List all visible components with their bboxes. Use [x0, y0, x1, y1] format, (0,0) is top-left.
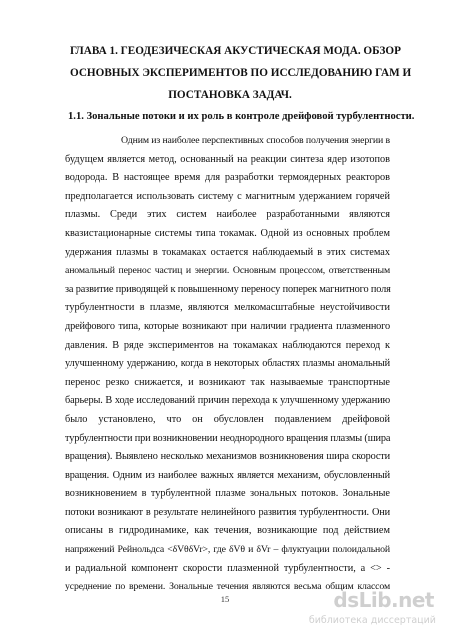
chapter-title-line: ОСНОВНЫХ ЭКСПЕРИМЕНТОВ ПО ИССЛЕДОВАНИЮ ГАМ И	[70, 67, 412, 79]
text-line: напряжений Рейнольдса <δVθδVr>, где δVθ и δVr – флуктуации полоидальной	[65, 544, 390, 556]
watermark-logo: dsLib.net	[333, 588, 434, 612]
text-line: перенос резко снижается, и возникают так называемые транспортные	[65, 376, 390, 388]
text-line: предполагается использовать систему с магнитным удержанием горячей	[65, 190, 390, 202]
watermark-tagline: библиотека диссертаций	[308, 615, 436, 626]
text-line: турбулентности в плазме, являются мелкомасштабные неустойчивости	[65, 302, 390, 314]
watermark	[308, 588, 442, 632]
text-line: будущем является метод, основанный на реакции синтеза ядер изотопов	[65, 153, 390, 165]
text-line: было установлено, что он обусловлен подавлением дрейфовой	[65, 413, 390, 425]
text-line: удержания плазмы в токамаках остается наблюдаемый в этих системах	[65, 246, 390, 258]
text-line: вращения). Выявлено несколько механизмов возникновения шира скорости	[65, 451, 390, 463]
chapter-title-line: ГЛАВА 1. ГЕОДЕЗИЧЕСКАЯ АКУСТИЧЕСКАЯ МОДА. ОБЗОР	[70, 45, 401, 57]
chapter-title-line: ПОСТАНОВКА ЗАДАЧ.	[168, 89, 292, 101]
text-line: турбулентности при возникновении неоднородного вращения плазмы (шира	[65, 432, 391, 444]
text-line: квазистационарные системы типа токамак. Одной из основных проблем	[65, 227, 390, 239]
section-title: 1.1. Зональные потоки и их роль в контроле дрейфовой турбулентности.	[68, 111, 415, 122]
body-paragraph	[65, 132, 390, 597]
text-line: вращения. Одним из наиболее важных является механизм, обусловленный	[65, 469, 390, 481]
text-line: дрейфового типа, которые возникают при наличии градиента плазменного	[65, 320, 390, 332]
text-line: аномальный перенос частиц и энергии. Основным процессом, ответственным	[65, 265, 390, 277]
text-line: давления. В ряде экспериментов на токамаках наблюдаются переход к	[65, 339, 390, 351]
text-line: барьеры. В ходе исследований причин перехода к улучшенному удержанию	[65, 395, 390, 407]
text-line: описаны в гидродинамике, как течения, возникающие под действием	[65, 525, 390, 537]
text-line: усреднение по времени. Зональные течения являются весьма общим классом	[65, 581, 390, 593]
text-line: водорода. В настоящее время для разработки термоядерных реакторов	[65, 172, 390, 184]
text-line: Одним из наиболее перспективных способов получения энергии в	[121, 135, 390, 146]
text-line: и радиальной компонент скорости плазменной турбулентности, а <> -	[65, 562, 390, 574]
text-line: возникновением в турбулентной плазме зональных потоков. Зональные	[65, 488, 390, 500]
page-number: 15	[220, 594, 230, 604]
text-line: потоки возникают в результате нелинейного развития турбулентности. Они	[65, 506, 390, 518]
chapter-title	[70, 40, 412, 106]
text-line: плазмы. Среди этих систем наиболее разработанными являются	[65, 209, 390, 221]
text-line: за развитие приводящей к повышенному переносу поперек магнитного поля	[65, 283, 391, 295]
text-line: улучшенному удержанию, когда в некоторых областях плазмы аномальный	[65, 358, 390, 370]
